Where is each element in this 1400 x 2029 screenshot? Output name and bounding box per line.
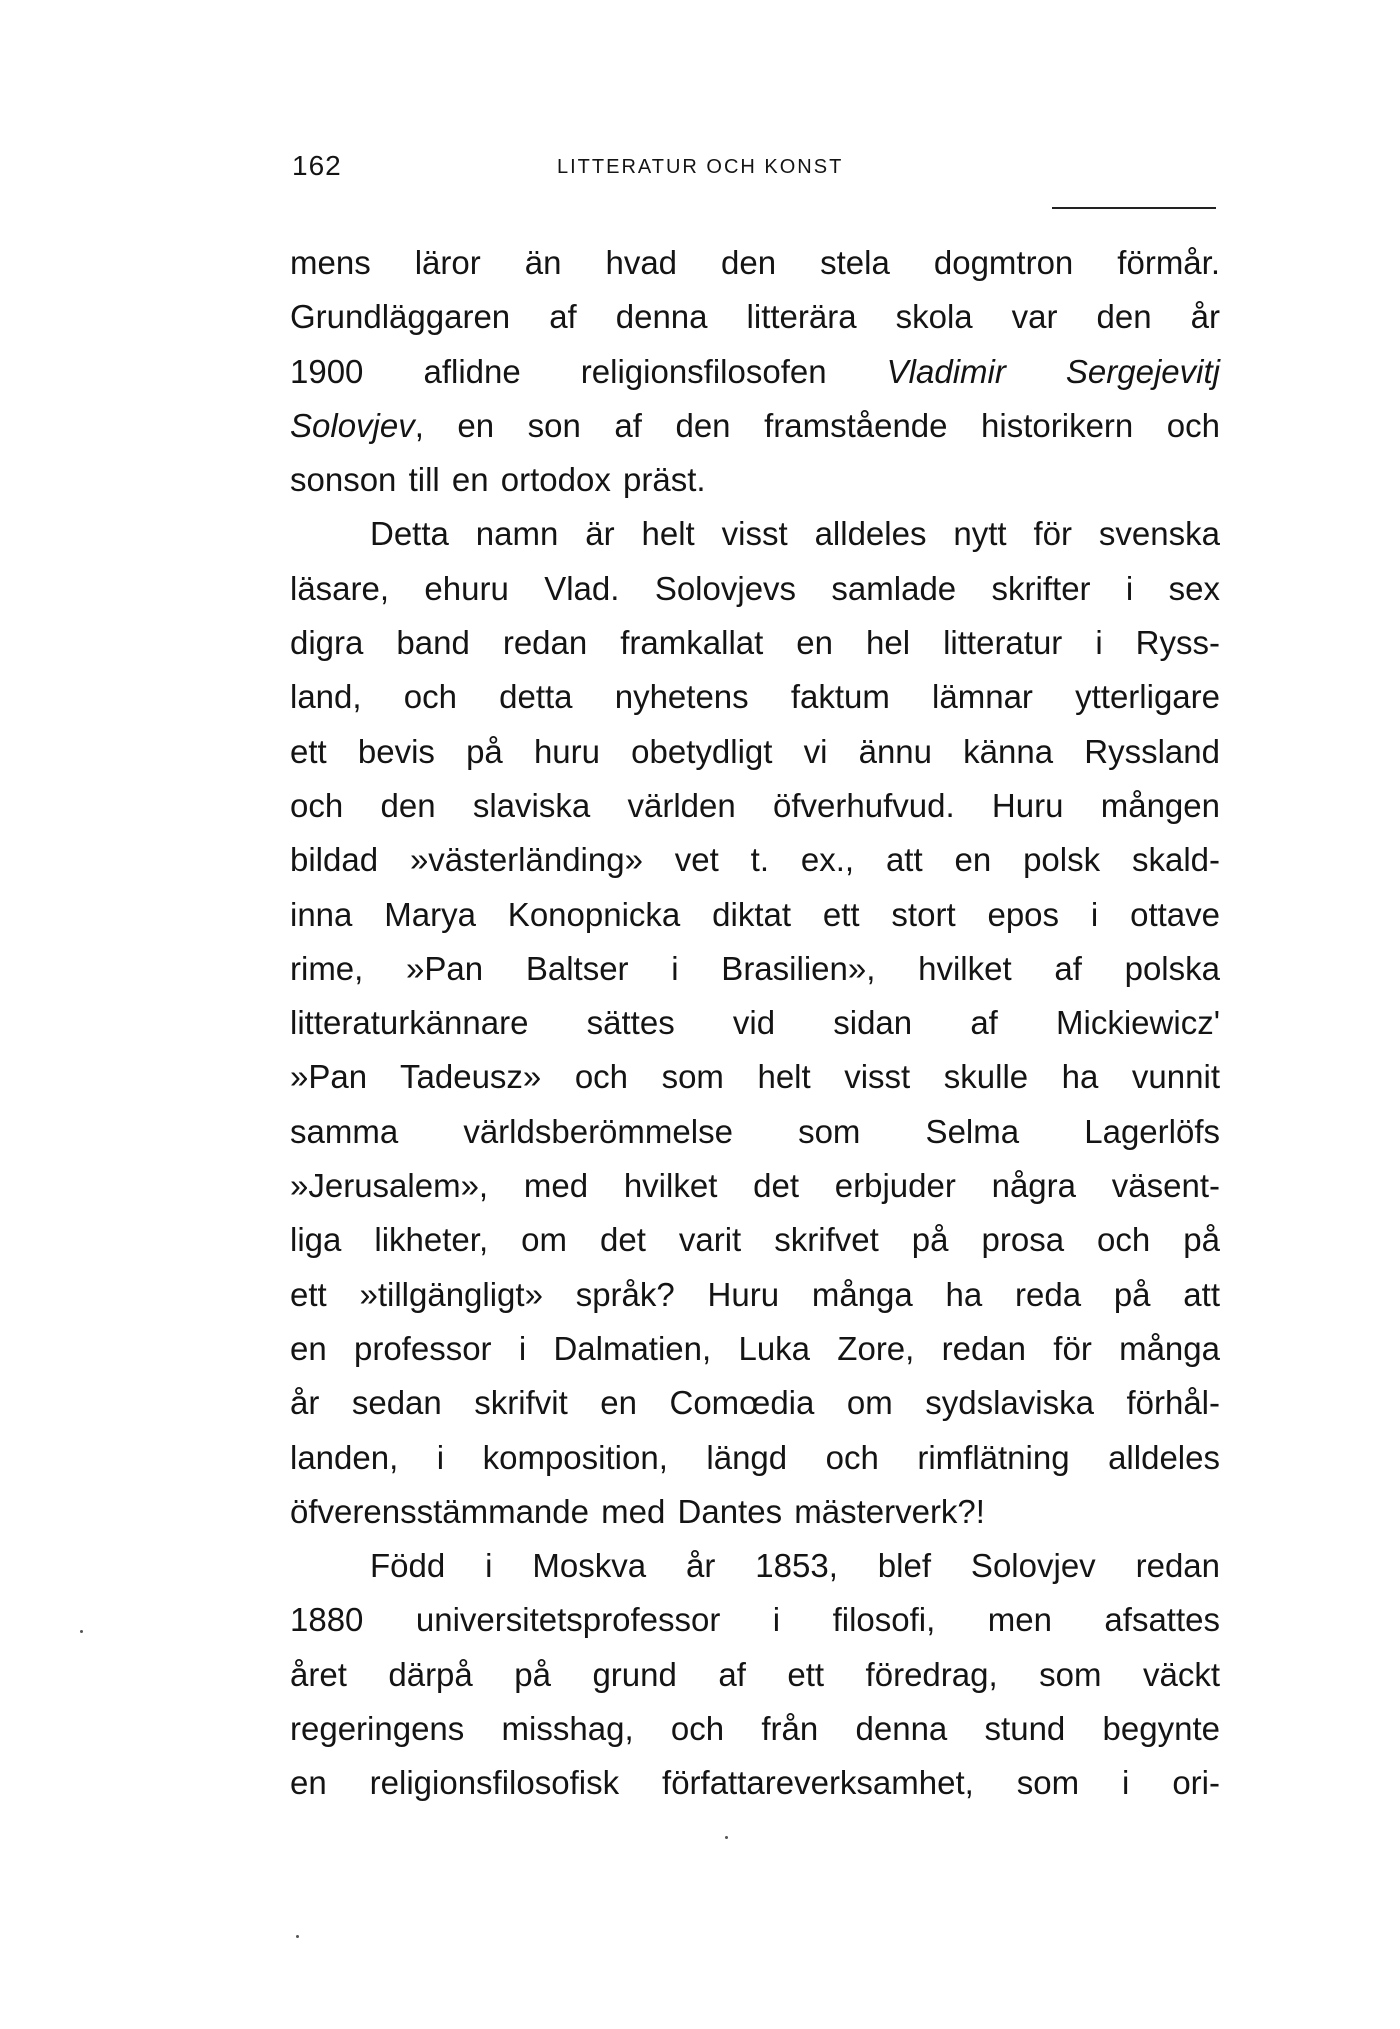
paragraph-start-line: Detta namn är helt visst alldeles nytt för svenska <box>370 515 1220 553</box>
print-speck <box>725 1836 728 1839</box>
text-line: litteraturkännare sättes vid sidan af Mickiewicz' <box>290 1004 1220 1042</box>
page-header <box>292 150 1220 190</box>
text-line: en religionsfilosofisk författareverksamhet, som i ori- <box>290 1764 1220 1802</box>
text-line: landen, i komposition, längd och rimflätning alldeles <box>290 1438 1220 1476</box>
running-head: LITTERATUR OCH KONST <box>557 156 844 178</box>
text-line: inna Marya Konopnicka diktat ett stort epos i ottave <box>290 895 1220 933</box>
text-line: »Pan Tadeusz» och som helt visst skulle ha vunnit <box>290 1058 1220 1096</box>
text-line: och den slaviska världen öfverhufvud. Huru mången <box>290 786 1220 824</box>
paragraph-end-line: sonson till en ortodox präst. <box>290 461 706 499</box>
text-line: digra band redan framkallat en hel litteratur i Ryss- <box>290 624 1220 662</box>
text-line: år sedan skrifvit en Comœdia om sydslaviska förhål- <box>290 1384 1220 1422</box>
paragraph-start-line: Född i Moskva år 1853, blef Solovjev redan <box>370 1547 1220 1585</box>
text-line: mens läror än hvad den stela dogmtron förmår. <box>290 244 1220 281</box>
text-line: land, och detta nyhetens faktum lämnar ytterligare <box>290 678 1220 716</box>
text-line <box>290 345 1220 399</box>
print-speck <box>296 1935 299 1938</box>
text-line <box>290 399 1220 453</box>
text-line: »Jerusalem», med hvilket det erbjuder några väsent- <box>290 1167 1220 1205</box>
italic-name: Vladimir Sergejevitj <box>886 352 1220 390</box>
body-text <box>290 236 1220 1811</box>
text-run: , en son af den framstående historikern och <box>414 406 1220 444</box>
italic-name: Solovjev <box>290 406 415 444</box>
text-line: liga likheter, om det varit skrifvet på prosa och på <box>290 1221 1220 1259</box>
header-rule <box>1052 207 1216 209</box>
text-run: 1900 aflidne religionsfilosofen <box>290 352 887 390</box>
text-line: regeringens misshag, och från denna stund begynte <box>290 1710 1220 1748</box>
page-number: 162 <box>292 150 342 181</box>
text-line: bildad »västerländing» vet t. ex., att en polsk skald- <box>290 841 1220 879</box>
text-line: ett bevis på huru obetydligt vi ännu känna Ryssland <box>290 732 1220 770</box>
text-line: läsare, ehuru Vlad. Solovjevs samlade skrifter i sex <box>290 569 1220 607</box>
text-line: en professor i Dalmatien, Luka Zore, redan för många <box>290 1329 1220 1367</box>
text-line: samma världsberömmelse som Selma Lagerlöfs <box>290 1112 1220 1150</box>
text-line: året därpå på grund af ett föredrag, som väckt <box>290 1655 1220 1693</box>
text-line: Grundläggaren af denna litterära skola var den år <box>290 298 1220 336</box>
text-line: ett »tillgängligt» språk? Huru många ha reda på att <box>290 1275 1220 1313</box>
paragraph-end-line: öfverensstämmande med Dantes mästerverk?! <box>290 1492 985 1530</box>
text-line: 1880 universitetsprofessor i filosofi, men afsattes <box>290 1601 1220 1639</box>
print-speck <box>80 1630 83 1633</box>
text-line: rime, »Pan Baltser i Brasilien», hvilket af polska <box>290 949 1220 987</box>
